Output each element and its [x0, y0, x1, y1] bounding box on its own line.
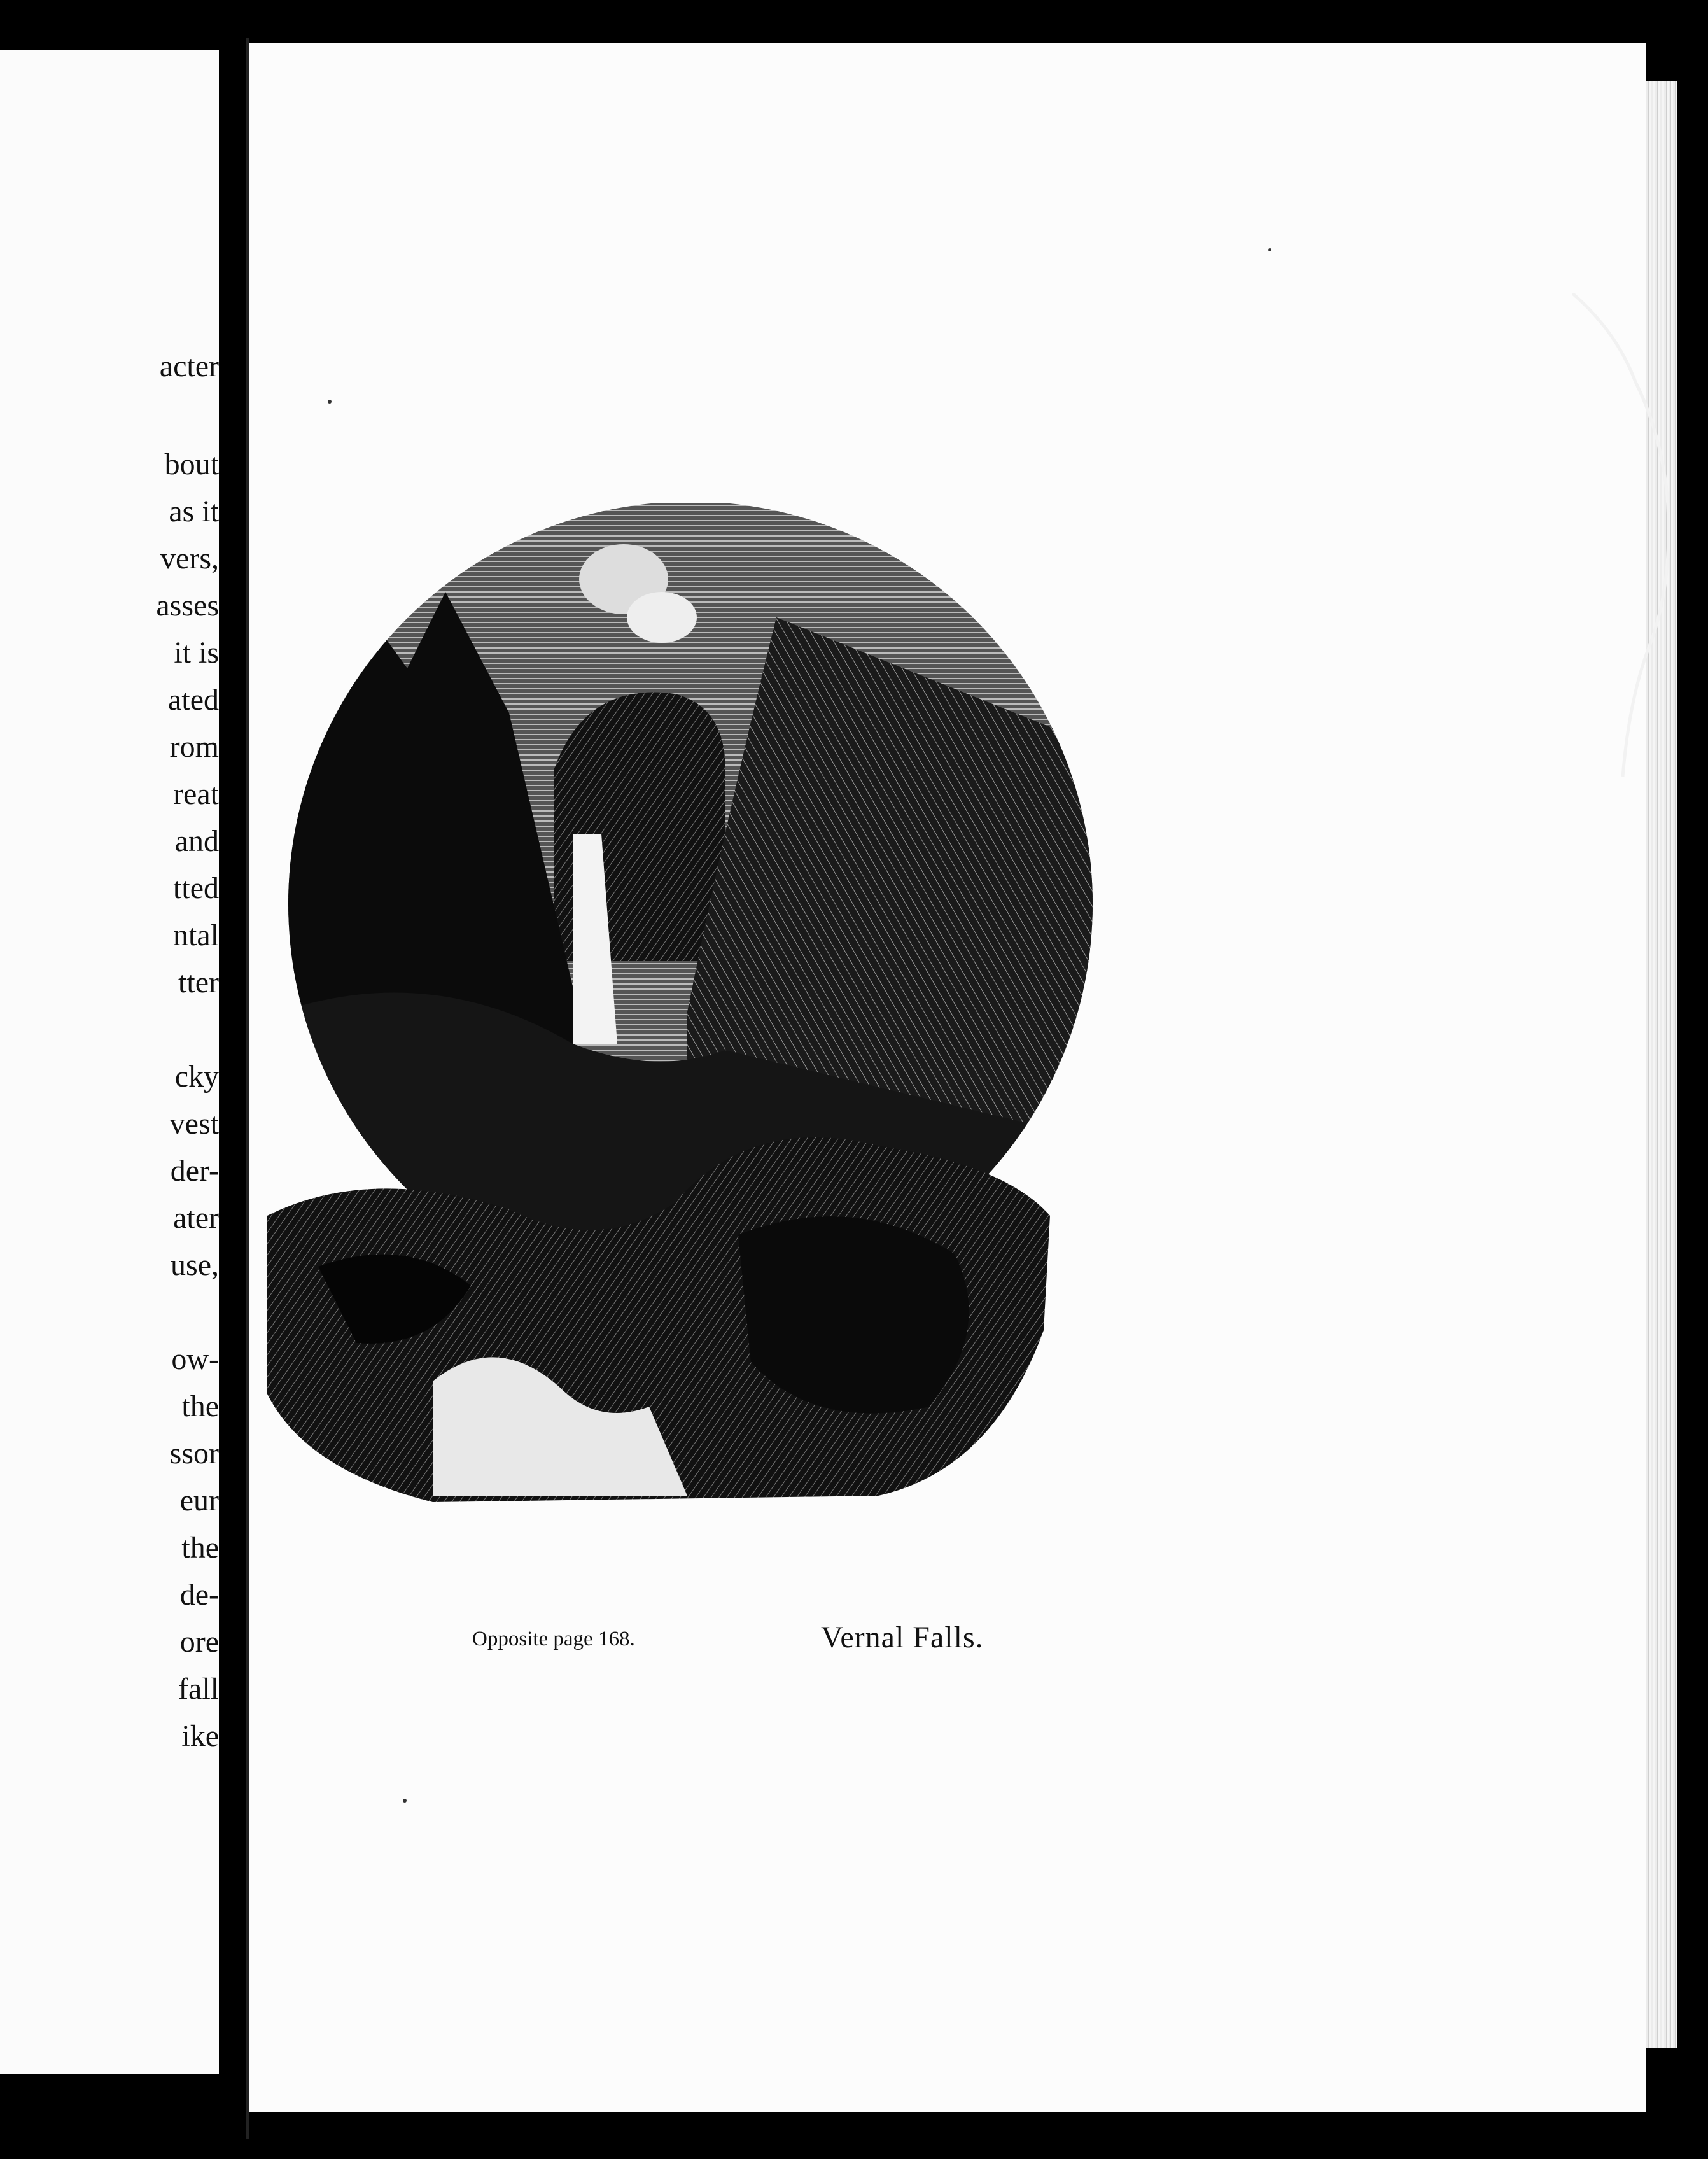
left-text-fragment: ow- [171, 1342, 219, 1376]
paper-speck [328, 400, 332, 404]
left-text-fragment: ore [179, 1625, 219, 1659]
left-text-fragment: ated [168, 683, 219, 717]
left-text-fragment: as it [169, 495, 219, 528]
left-text-fragment: de- [179, 1578, 219, 1612]
left-text-fragment: rom [169, 730, 219, 764]
caption-page-reference: Opposite page 168. [472, 1628, 635, 1650]
left-text-fragment: it is [174, 636, 219, 670]
left-text-fragment: tted [173, 871, 219, 905]
left-text-fragment: ater [173, 1201, 219, 1235]
left-text-fragment: vers, [160, 542, 219, 575]
left-text-fragment: reat [173, 777, 219, 811]
left-text-fragment: use, [171, 1248, 219, 1282]
left-text-fragment: cky [174, 1060, 219, 1094]
left-text-fragment: der- [170, 1154, 219, 1188]
bookmark-thread [1572, 293, 1699, 777]
paper-speck [403, 1799, 407, 1803]
plate-title: Vernal Falls. [821, 1621, 984, 1654]
left-text-fragment: asses [156, 589, 219, 622]
book-gutter [219, 0, 243, 2159]
left-page [0, 50, 219, 2074]
waterfall-engraving-icon [242, 503, 1184, 1598]
left-text-fragment: fall [178, 1672, 219, 1706]
paper-speck [1268, 248, 1271, 251]
left-text-fragment: the [181, 1531, 219, 1565]
left-text-fragment: ike [181, 1719, 219, 1753]
left-text-fragment: tter [178, 966, 219, 999]
left-text-fragment: ntal [173, 918, 219, 952]
left-text-fragment: bout [164, 447, 219, 481]
left-text-fragment: acter [159, 349, 219, 383]
left-text-fragment: the [181, 1389, 219, 1423]
left-text-fragment: vest [169, 1107, 219, 1141]
left-text-fragment: and [174, 824, 219, 858]
left-text-fragment: ssor [169, 1437, 219, 1470]
left-text-fragment: eur [179, 1484, 219, 1517]
